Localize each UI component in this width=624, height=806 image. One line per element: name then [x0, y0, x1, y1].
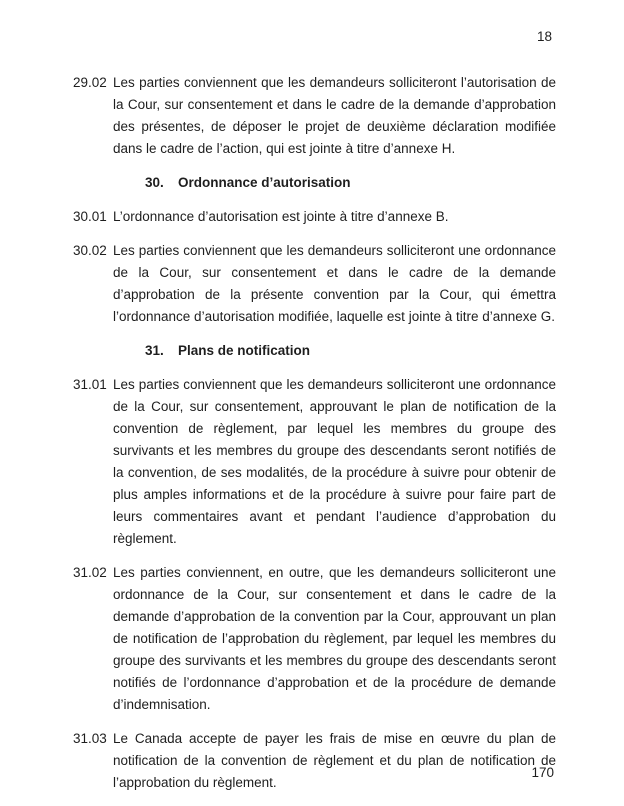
paragraph-text: Les parties conviennent que les demandeurs solliciteront une ordonnance de la Cour, sur consentement et dans le cadre de la demande d’approbation de la présente convention par la Cour, qui émettra l’ordonnance d’autorisation modifiée, laquelle est jointe à titre d’annexe G.	[113, 243, 556, 324]
page-number-top: 18	[536, 29, 552, 44]
paragraph-block	[73, 374, 556, 550]
paragraph-block	[73, 562, 556, 716]
paragraph-number: 31.02	[73, 565, 107, 580]
page-header	[0, 0, 624, 44]
heading-title: Ordonnance d’autorisation	[178, 175, 351, 190]
section-heading	[73, 172, 556, 194]
heading-number: 30.	[145, 175, 164, 190]
paragraph-number: 31.03	[73, 731, 107, 746]
paragraph-text: Les parties conviennent que les demandeurs solliciteront une ordonnance de la Cour, sur consentement, approuvant le plan de notification de la convention de règlement, par lequel les membres du groupe des survivants et les membres du groupe des descendants seront notifiés de la convention, de ses modalités, de la procédure à suivre pour obtenir de plus amples informations et de la procédure à suivre pour faire part de leurs commentaires avant et pendant l’audience d’approbation du règlement.	[113, 377, 556, 546]
heading-title: Plans de notification	[178, 343, 311, 358]
paragraph-block	[73, 72, 556, 160]
paragraph-text: Le Canada accepte de payer les frais de mise en œuvre du plan de notification de la convention de règlement et du plan de notification de l’approbation du règlement.	[113, 731, 556, 790]
paragraph-block	[73, 728, 556, 794]
paragraph-number: 29.02	[73, 75, 107, 90]
document-body	[73, 72, 556, 794]
paragraph-block	[73, 240, 556, 328]
paragraph-number: 30.02	[73, 243, 107, 258]
paragraph-number: 31.01	[73, 377, 107, 392]
paragraph-text: Les parties conviennent que les demandeurs solliciteront l’autorisation de la Cour, sur consentement et dans le cadre de la demande d’approbation des présentes, de déposer le projet de deuxième déclaration modifiée dans le cadre de l’action, qui est jointe à titre d’annexe H.	[113, 75, 556, 156]
paragraph-number: 30.01	[73, 209, 107, 224]
paragraph-block	[73, 206, 556, 228]
paragraph-text: L’ordonnance d’autorisation est jointe à titre d’annexe B.	[113, 209, 449, 224]
heading-number: 31.	[145, 343, 164, 358]
page-footer	[531, 766, 554, 780]
page-number-bottom: 170	[531, 765, 554, 780]
paragraph-text: Les parties conviennent, en outre, que les demandeurs solliciteront une ordonnance de la Cour, sur consentement et dans le cadre de la demande d’approbation de la convention par la Cour, approuvant un plan de notification de l’approbation du règlement, par lequel les membres du groupe des survivants et les membres du groupe des descendants seront notifiés de l’ordonnance d’approbation et de la procédure de demande d’indemnisation.	[113, 565, 556, 712]
section-heading	[73, 340, 556, 362]
